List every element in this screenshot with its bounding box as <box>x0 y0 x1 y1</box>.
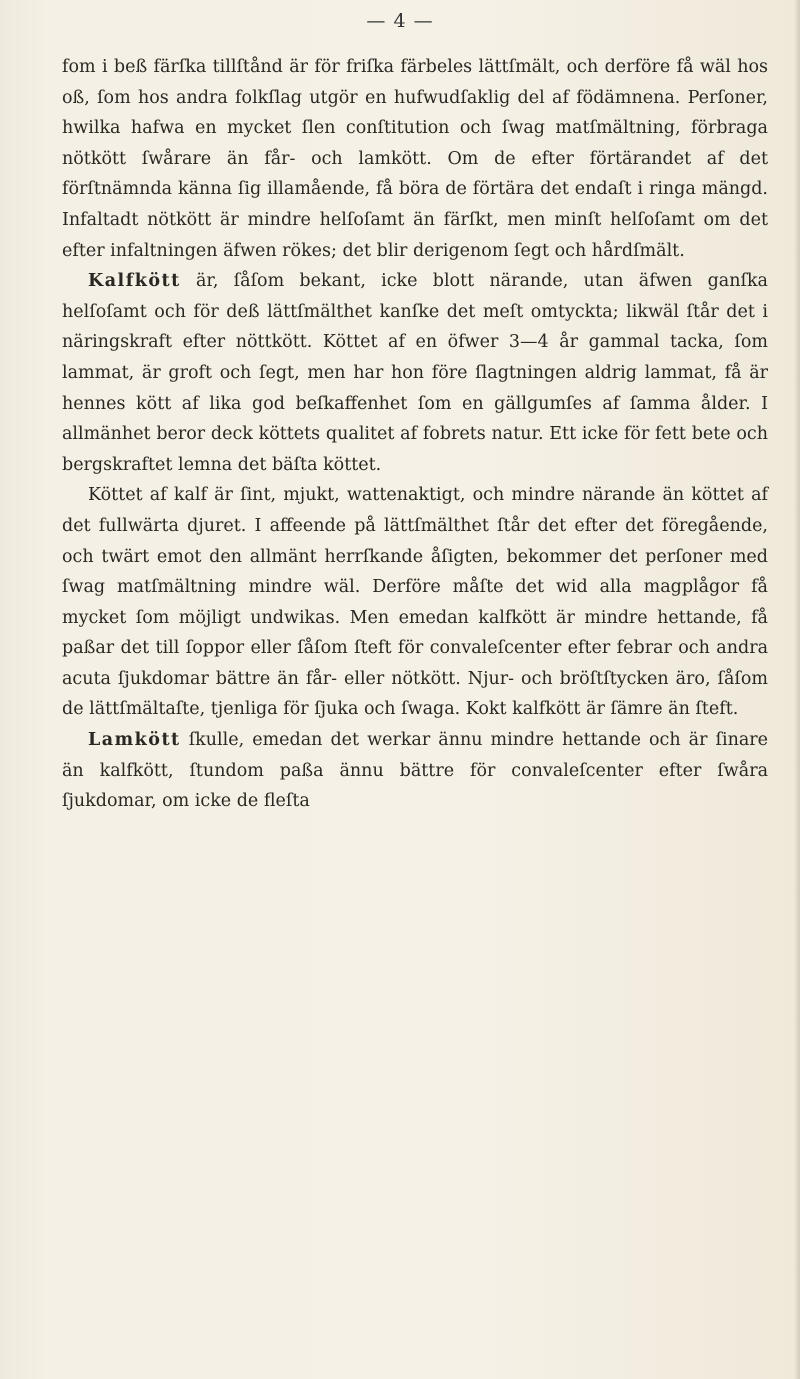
paragraph-2-text: är, ſåſom bekant, icke blott närande, utan äfwen ganſka helſoſamt och för deß lättſmälthet kanſke det meſt omtyckta; likwäl ſtår det i näringskraft efter nöttkött. Köttet af en öfwer 3—4 år gammal tacka, ſom lammat, är groft och ſegt, men har hon före ſlagtningen aldrig lammat, få är hennes kött af lika god beſkaffenhet ſom en gällgumſes af ſamma ålder. I allmänhet beror deck köttets qualitet af fobrets natur. Ett icke för fett bete och bergskraftet lemna det bäſta köttet. <box>62 271 768 475</box>
paragraph-3 <box>62 480 768 725</box>
paragraph-3-text: Köttet af kalf är ſint, mjukt, wattenaktigt, och mindre närande än köttet af det fullwärta djuret. I affeende på lättſmälthet ſtår det efter det föregående, och twärt emot den allmänt herrſkande åſigten, bekommer det perſoner med ſwag matſmältning mindre wäl. Derföre måſte det wid alla magplågor få mycket ſom möjligt undwikas. Men emedan kalfkött är mindre hettande, få paßar det till ſoppor eller ſåſom ſteft för convaleſcenter efter febrar och andra acuta ſjukdomar bättre än får- eller nötkött. Njur- och bröſtſtycken äro, ſåſom de lättſmältaſte, tjenliga för ſjuka och ſwaga. Kokt kalfkött är ſämre än ſteft. <box>62 485 768 720</box>
paragraph-2-lead: Kalfkött <box>88 271 181 292</box>
paragraph-4-lead: Lamkött <box>88 730 181 751</box>
paragraph-1 <box>62 52 768 266</box>
paragraph-4-text: ſkulle, emedan det werkar ännu mindre hettande och är ſinare än kalfkött, ſtundom paßa ännu bättre för convaleſcenter efter ſwåra ſjukdomar, om icke de fleſta <box>62 730 768 812</box>
paragraph-2 <box>62 266 768 480</box>
paragraph-4 <box>62 725 768 817</box>
page-number: — 4 — <box>366 10 434 32</box>
page-edge-shadow <box>794 0 800 1379</box>
paragraph-1-text: fom i beß färſka tillſtånd är för friſka färbeles lättſmält, och derföre få wäl hos oß, ſom hos andra folkſlag utgör en hufwudſaklig del af födämnena. Perſoner, hwilka hafwa en mycket ſlen conſtitution och ſwag matſmältning, förbraga nötkött ſwårare än får- och lamkött. Om de efter förtärandet af det förſtnämnda känna ſig illamående, få böra de förtära det endaſt i ringa mängd. Infaltadt nötkött är mindre helſoſamt än färſkt, men minſt helſoſamt om det efter infaltningen äfwen rökes; det blir derigenom ſegt och hårdſmält. <box>62 57 768 261</box>
body-text <box>62 52 768 817</box>
